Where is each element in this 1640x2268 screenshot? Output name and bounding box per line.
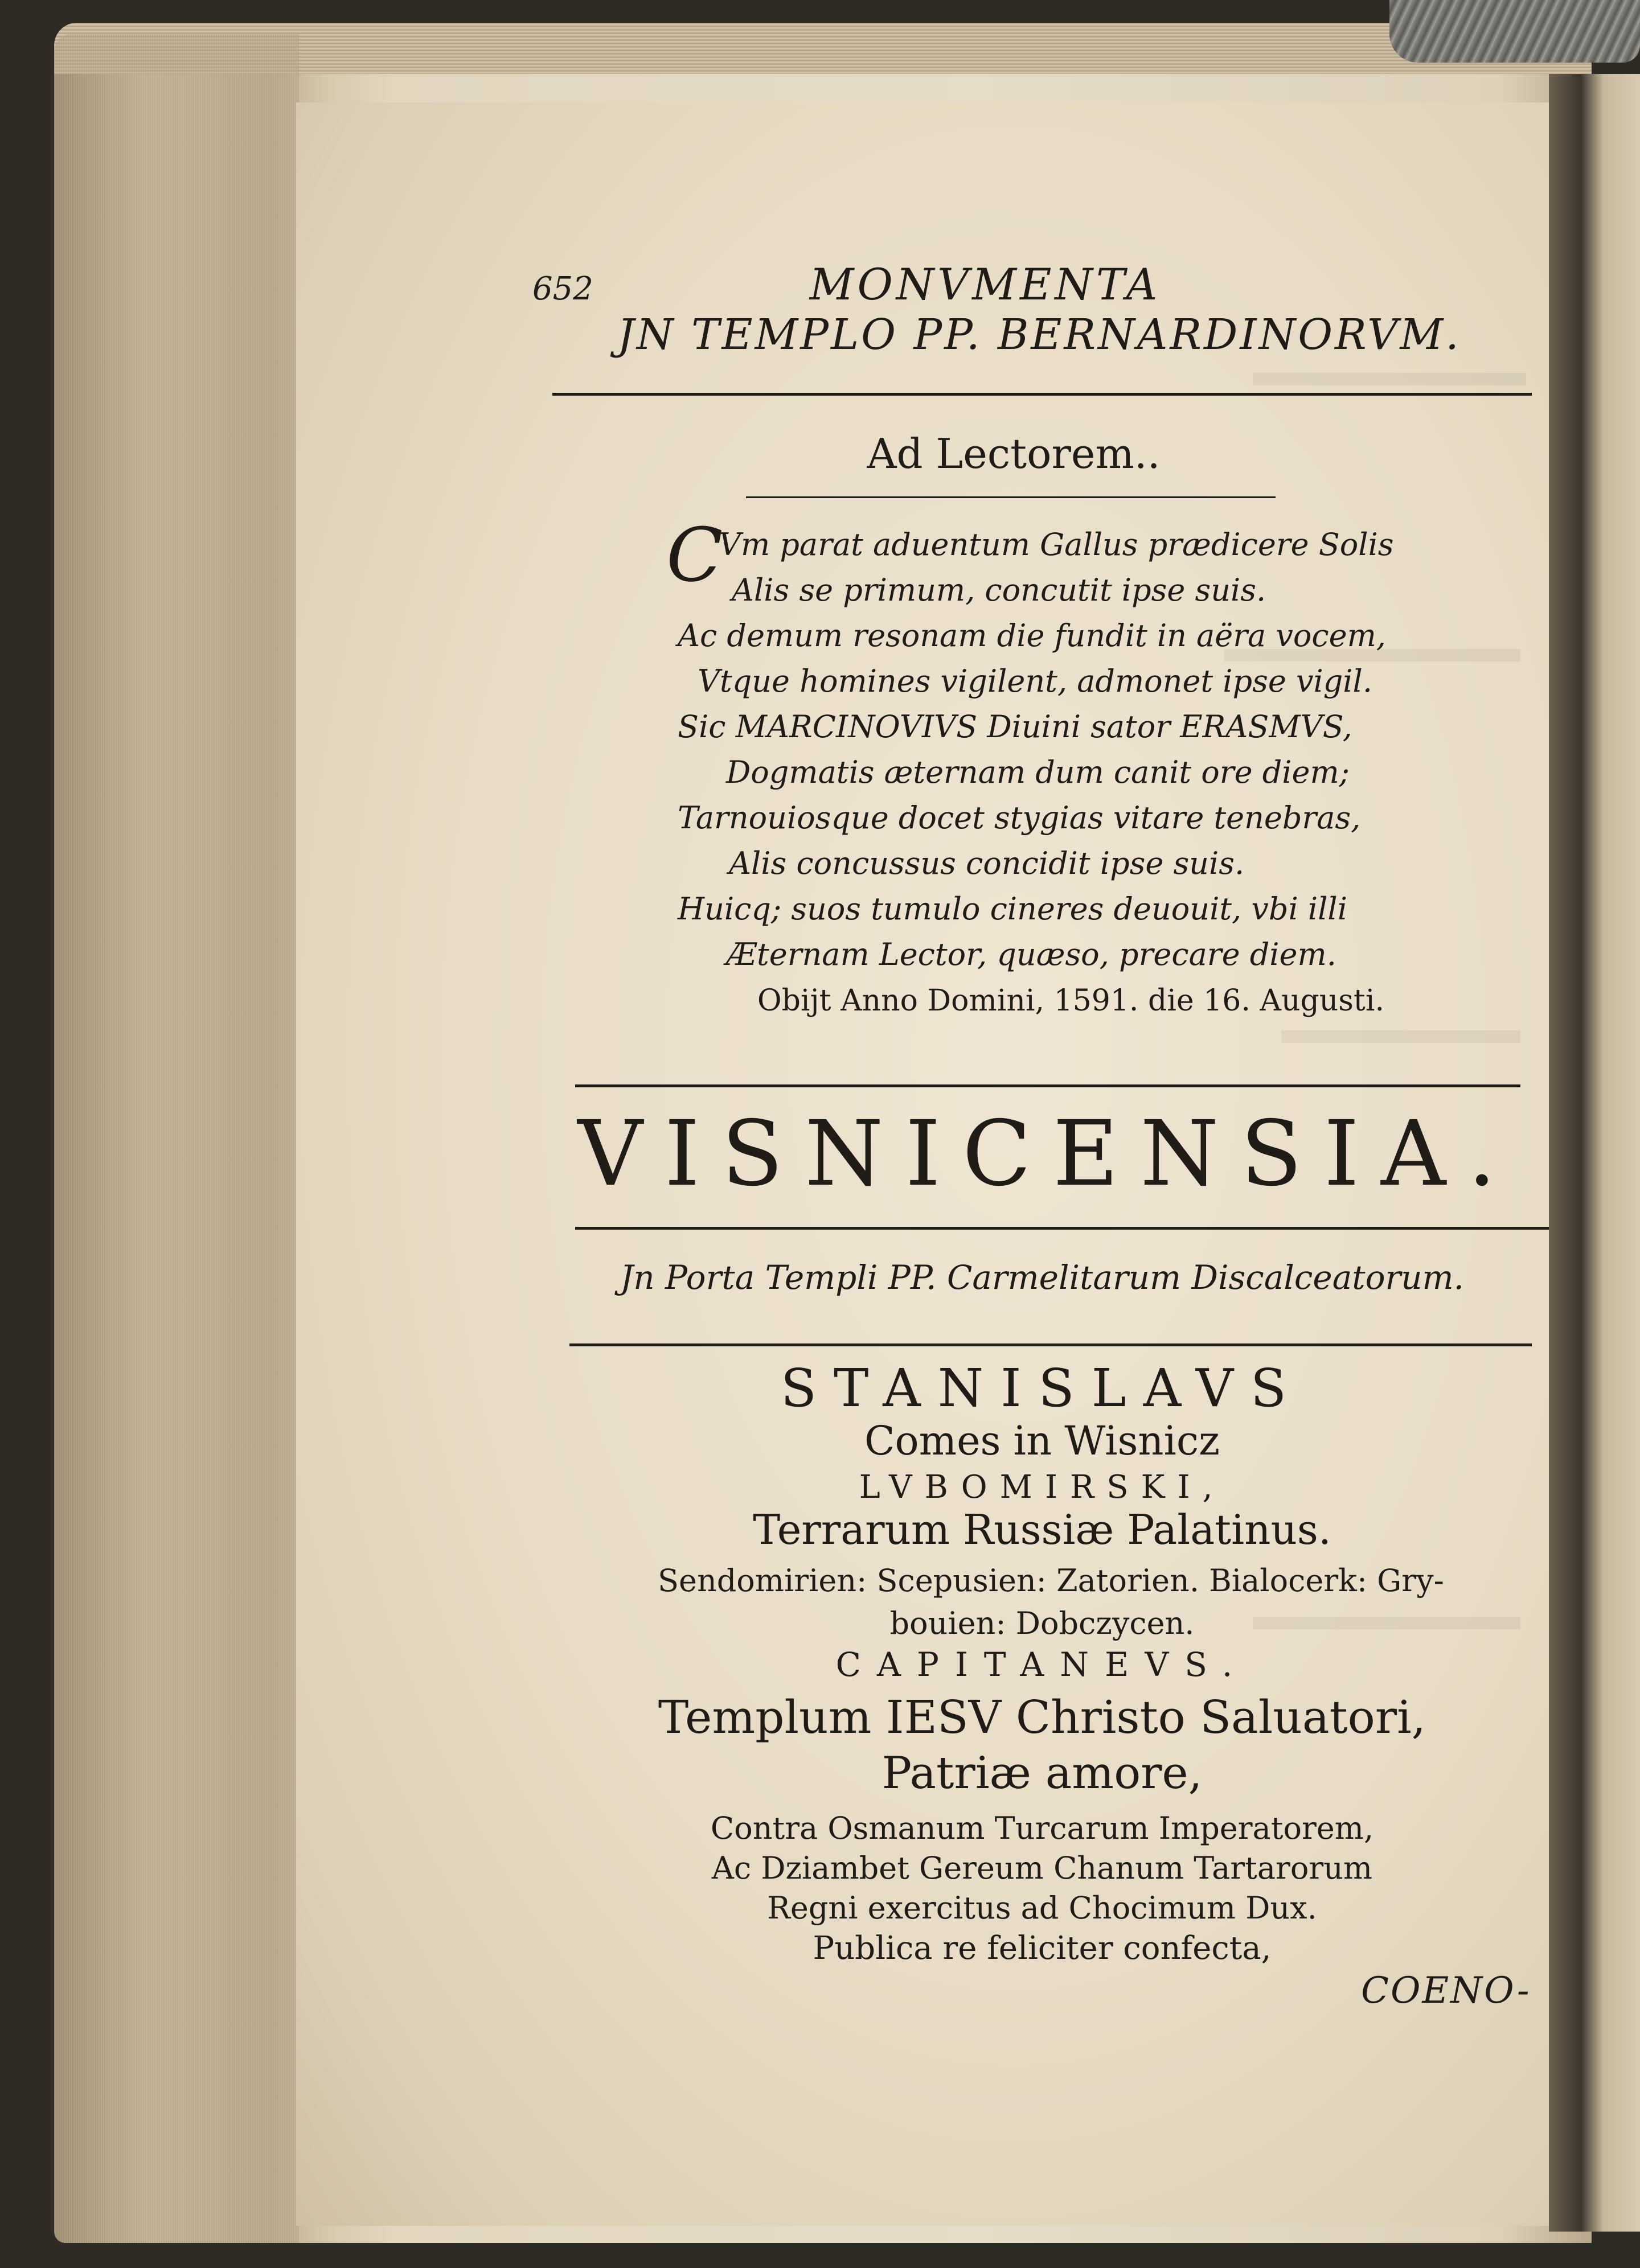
catchword: COENO- xyxy=(1361,1970,1531,2012)
running-title-line: JN TEMPLO PP. BERNARDINORVM. xyxy=(617,310,1461,359)
drop-capital: C xyxy=(666,512,723,598)
inscription-line: LVBOMIRSKI, xyxy=(859,1469,1225,1506)
running-title-line: MONVMENTA xyxy=(809,259,1161,310)
poem-heading: Ad Lectorem.. xyxy=(867,430,1161,478)
inscription-line: STANISLAVS xyxy=(780,1358,1304,1419)
page-fore-edges xyxy=(54,34,299,2243)
obit-line: Obijt Anno Domini, 1591. die 16. Augusti. xyxy=(757,984,1384,1018)
verse-line: Æternam Lector, quæso, precare diem. xyxy=(726,936,1336,972)
inscription-line: bouien: Dobczycen. xyxy=(889,1605,1195,1641)
verse-line: Alis se primum, concutit ipse suis. xyxy=(732,572,1266,608)
section-rule xyxy=(575,1084,1520,1087)
inscription-line: Publica re feliciter confecta, xyxy=(813,1930,1272,1967)
inscription-line: Comes in Wisnicz xyxy=(864,1418,1220,1464)
section-rule xyxy=(575,1227,1549,1230)
verse-line: Dogmatis æternam dum canit ore diem; xyxy=(726,754,1350,790)
inscription-line: Patriæ amore, xyxy=(882,1748,1203,1799)
inscription-line: Regni exercitus ad Chocimum Dux. xyxy=(767,1890,1317,1926)
binding-cord xyxy=(1389,0,1640,63)
inscription-line: Ac Dziambet Gereum Chanum Tartarorum xyxy=(711,1850,1373,1886)
verse-line: Alis concussus concidit ipse suis. xyxy=(729,845,1245,881)
section-subtitle: Jn Porta Templi PP. Carmelitarum Discalceatorum. xyxy=(620,1258,1465,1297)
inscription-line: Terrarum Russiæ Palatinus. xyxy=(753,1506,1331,1554)
verse-line: Vtque homines vigilent, admonet ipse vigil. xyxy=(698,663,1372,699)
page-number: 652 xyxy=(532,270,593,307)
page-gutter xyxy=(1549,74,1640,2232)
section-rule xyxy=(569,1343,1532,1346)
verse-line: Sic MARCINOVIVS Diuini sator ERASMVS, xyxy=(678,709,1352,745)
bleed-through xyxy=(1253,373,1526,385)
heading-rule xyxy=(746,496,1276,498)
verse-line: Vm parat aduentum Gallus prædicere Solis xyxy=(719,527,1394,562)
inscription-line: Contra Osmanum Turcarum Imperatorem, xyxy=(710,1810,1374,1846)
bleed-through xyxy=(1281,1030,1520,1043)
verse-line: Huicq; suos tumulo cineres deuouit, vbi illi xyxy=(678,891,1347,927)
verse-line: Tarnouiosque docet stygias vitare tenebras, xyxy=(678,800,1361,836)
inscription-line: Sendomirien: Scepusien: Zatorien. Bialocerk: Gry- xyxy=(658,1563,1444,1599)
inscription-line: Templum IESV Christo Saluatori, xyxy=(658,1691,1426,1744)
verse-line: Ac demum resonam die fundit in aëra vocem, xyxy=(678,618,1386,654)
header-rule xyxy=(552,393,1532,396)
inscription-line: CAPITANEVS. xyxy=(835,1645,1249,1684)
section-title: VISNICENSIA. xyxy=(577,1102,1518,1206)
